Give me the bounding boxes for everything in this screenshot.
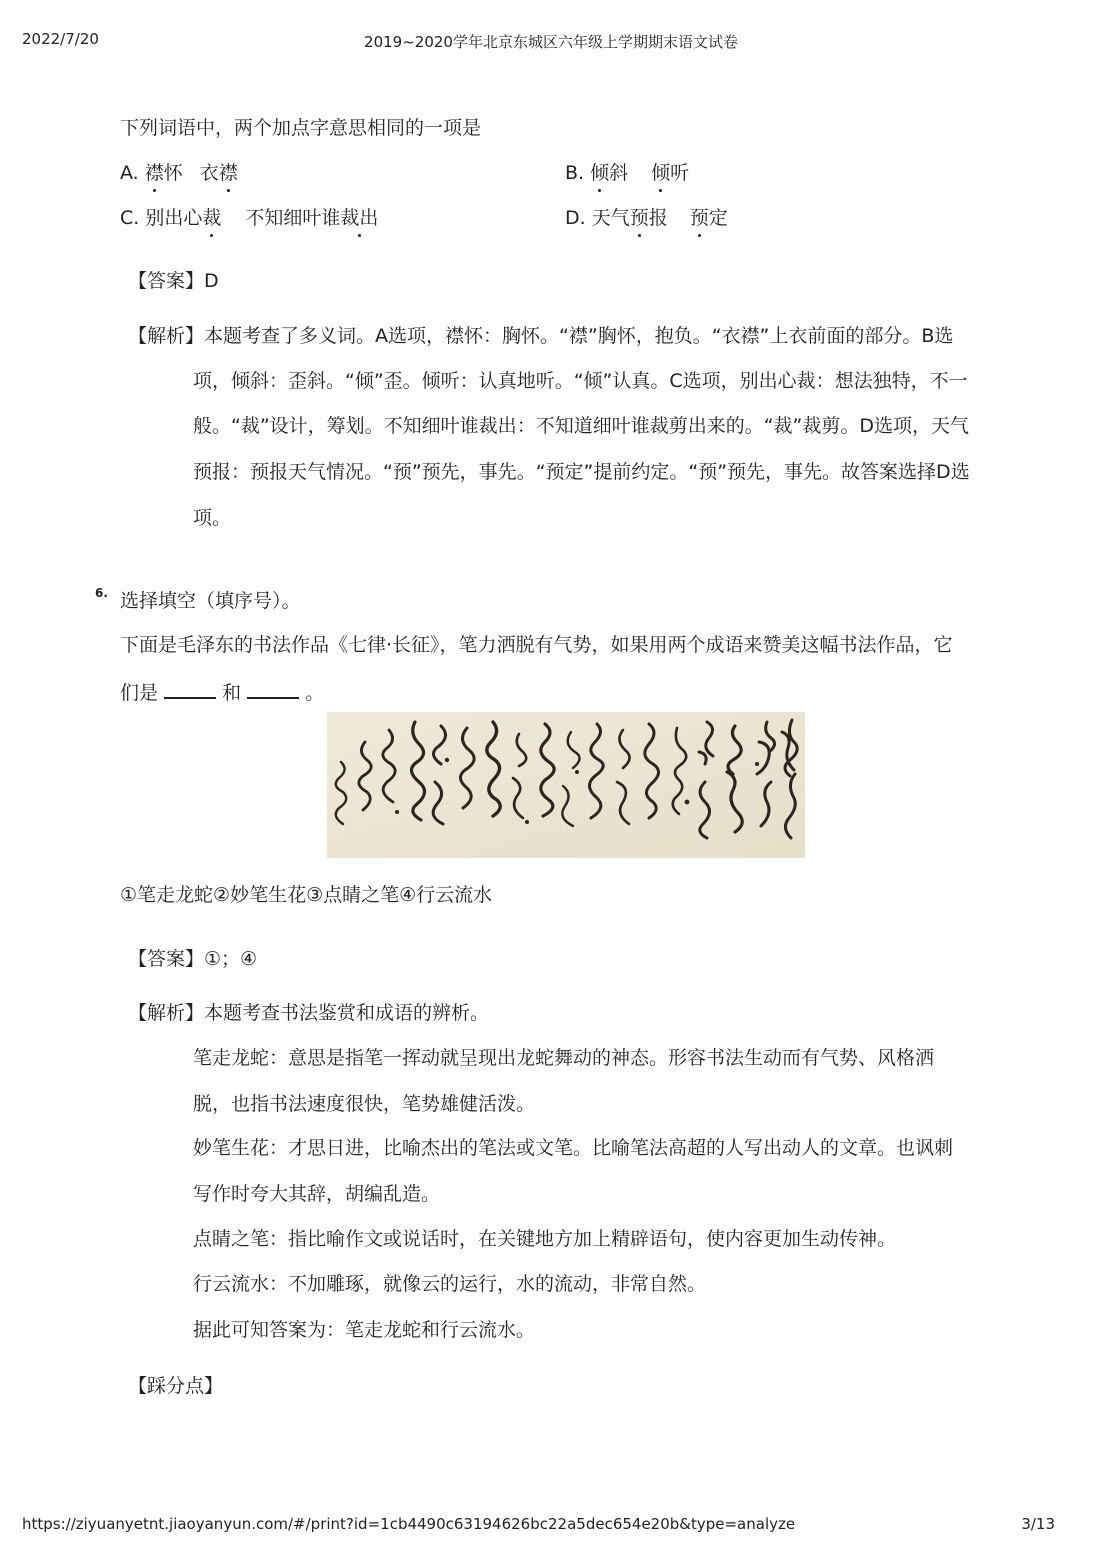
option-a: A. 襟怀 衣襟 <box>120 162 238 184</box>
analysis-line: 据此可知答案为：笔走龙蛇和行云流水。 <box>193 1319 536 1341</box>
analysis-line: 妙笔生花：才思日进，比喻杰出的笔法或文笔。比喻笔法高超的人写出动人的文章。也讽刺 <box>193 1137 954 1159</box>
score-points-label: 【踩分点】 <box>128 1375 224 1397</box>
question-title: 选择填空（填序号）。 <box>120 590 301 612</box>
document-title: 2019~2020学年北京东城区六年级上学期期末语文试卷 <box>364 33 738 51</box>
analysis-line: 脱，也指书法速度很快，笔势雄健活泼。 <box>193 1093 536 1115</box>
analysis-label: 【解析】 <box>128 1002 205 1024</box>
answer-row <box>128 269 219 293</box>
emphasis-dot: 倾 <box>590 162 610 184</box>
analysis-line: 本题考查了多义词。A选项，襟怀：胸怀。“襟”胸怀，抱负。“衣襟”上衣前面的部分。B选 <box>204 325 954 347</box>
answer-value: D <box>204 270 219 292</box>
emphasis-dot: 襟 <box>144 162 164 184</box>
answer-row <box>128 947 257 971</box>
question-stem: 下列词语中，两个加点字意思相同的一项是 <box>120 117 482 139</box>
question-text-blanks: 们是 和 。 <box>120 679 324 705</box>
idiom-choices: ①笔走龙蛇②妙笔生花③点睛之笔④行云流水 <box>120 884 493 906</box>
fill-blank-1[interactable] <box>164 679 216 699</box>
emphasis-dot: 预 <box>629 207 649 229</box>
analysis-line: 预报：预报天气情况。“预”预先，事先。“预定”提前约定。“预”预先，事先。故答案选择D选 <box>193 461 970 483</box>
emphasis-dot: 裁出 <box>340 207 379 229</box>
page-number: 3/13 <box>1021 1515 1055 1533</box>
option-b: B. 倾斜 倾听 <box>565 162 690 184</box>
question-number: 6. <box>95 586 108 600</box>
analysis-line: 写作时夸大其辞，胡编乱造。 <box>193 1183 441 1205</box>
analysis-intro: 本题考查书法鉴赏和成语的辨析。 <box>204 1002 490 1024</box>
answer-label: 【答案】 <box>128 948 205 970</box>
analysis-row <box>128 1001 489 1025</box>
option-c: C. 别出心裁 不知细叶谁裁出 <box>120 207 379 229</box>
analysis-line: 行云流水：不加雕琢，就像云的运行，水的流动，非常自然。 <box>193 1273 707 1295</box>
answer-label: 【答案】 <box>128 270 205 292</box>
analysis-row <box>128 324 953 348</box>
emphasis-dot: 预 <box>689 207 709 229</box>
analysis-line: 项，倾斜：歪斜。“倾”歪。倾听：认真地听。“倾”认真。C选项，别出心裁：想法独特，不一 <box>193 370 968 392</box>
calligraphy-image <box>327 712 805 858</box>
question-text: 下面是毛泽东的书法作品《七律·长征》，笔力洒脱有气势，如果用两个成语来赞美这幅书法作品，它 <box>120 634 953 656</box>
option-d: D. 天气预报 预定 <box>565 207 728 229</box>
print-date: 2022/7/20 <box>22 30 99 48</box>
fill-blank-2[interactable] <box>247 679 299 699</box>
emphasis-dot: 裁 <box>202 207 222 229</box>
emphasis-dot: 倾 <box>651 162 671 184</box>
analysis-label: 【解析】 <box>128 325 205 347</box>
analysis-line: 笔走龙蛇：意思是指笔一挥动就呈现出龙蛇舞动的神态。形容书法生动而有气势、风格洒 <box>193 1047 935 1069</box>
analysis-line: 般。“裁”设计，筹划。不知细叶谁裁出：不知道细叶谁裁剪出来的。“裁”裁剪。D选项，天气 <box>193 415 970 437</box>
analysis-line: 项。 <box>193 507 232 529</box>
analysis-line: 点睛之笔：指比喻作文或说话时，在关键地方加上精辟语句，使内容更加生动传神。 <box>193 1228 897 1250</box>
page-url[interactable]: https://ziyuanyetnt.jiaoyanyun.com/#/print?id=1cb4490c63194626bc22a5dec654e20b&type=analyze <box>22 1515 796 1533</box>
answer-value: ①；④ <box>204 948 258 970</box>
emphasis-dot: 襟 <box>218 162 238 184</box>
